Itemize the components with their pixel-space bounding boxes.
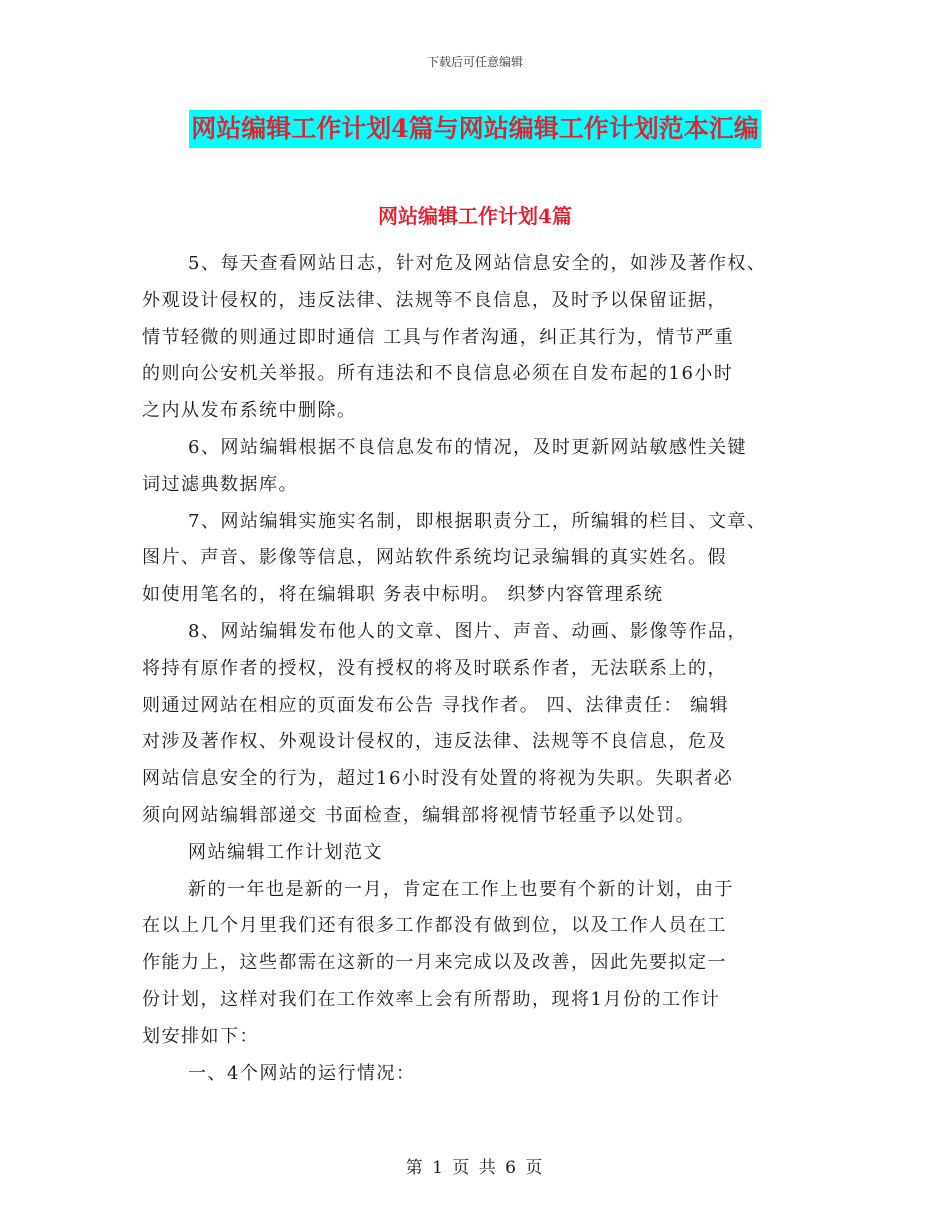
- body-line: 对涉及著作权、外观设计侵权的，违反法律、法规等不良信息，危及: [142, 731, 727, 753]
- body-line: 在以上几个月里我们还有很多工作都没有做到位，以及工作人员在工: [142, 915, 727, 937]
- body-line: 7、网站编辑实施实名制，即根据职责分工，所编辑的栏目、文章、: [188, 510, 767, 532]
- body-line: 网站信息安全的行为，超过16小时没有处置的将视为失职。失职者必: [142, 768, 734, 790]
- page-number: 第 1 页 共 6 页: [405, 1158, 545, 1178]
- body-line: 外观设计侵权的，违反法律、法规等不良信息，及时予以保留证据，: [142, 289, 727, 311]
- body-line: 图片、声音、影像等信息，网站软件系统均记录编辑的真实姓名。假: [142, 547, 727, 569]
- body-line: 作能力上，这些都需在这新的一月来完成以及改善，因此先要拟定一: [142, 952, 727, 974]
- body-line: 将持有原作者的授权，没有授权的将及时联系作者，无法联系上的，: [142, 657, 727, 679]
- body-line: 情节轻微的则通过即时通信 工具与作者沟通，纠正其行为，情节严重: [142, 326, 735, 348]
- body-line: 的则向公安机关举报。所有违法和不良信息必须在自发布起的16小时: [142, 363, 734, 385]
- main-title: 网站编辑工作计划4篇与网站编辑工作计划范本汇编: [189, 110, 760, 148]
- body-line: 如使用笔名的，将在编辑职 务表中标明。 织梦内容管理系统: [142, 584, 664, 606]
- body-line: 5、每天查看网站日志，针对危及网站信息安全的，如涉及著作权、: [188, 253, 767, 274]
- main-title-container: [0, 110, 950, 148]
- page-header-note: 下载后可任意编辑: [426, 55, 523, 69]
- body-line: 新的一年也是新的一月，肯定在工作上也要有个新的计划，由于: [188, 878, 734, 900]
- body-line: 之内从发布系统中删除。: [142, 400, 357, 422]
- body-line: 须向网站编辑部递交 书面检查，编辑部将视情节轻重予以处罚。: [142, 804, 696, 826]
- body-line: 6、网站编辑根据不良信息发布的情况，及时更新网站敏感性关键: [188, 436, 747, 458]
- body-line: 则通过网站在相应的页面发布公告 寻找作者。 四、法律责任： 编辑: [142, 694, 730, 716]
- section-title: 网站编辑工作计划4篇: [378, 204, 572, 228]
- body-line: 8、网站编辑发布他人的文章、图片、声音、动画、影像等作品，: [188, 620, 747, 642]
- body-line: 网站编辑工作计划范文: [188, 841, 383, 863]
- body-line: 份计划，这样对我们在工作效率上会有所帮助，现将1月份的工作计: [142, 988, 721, 1010]
- body-line: 词过滤典数据库。: [142, 473, 298, 495]
- document-body: [142, 246, 814, 1092]
- body-line: 划安排如下：: [142, 1025, 259, 1047]
- body-line: 一、4个网站的运行情况：: [188, 1062, 416, 1084]
